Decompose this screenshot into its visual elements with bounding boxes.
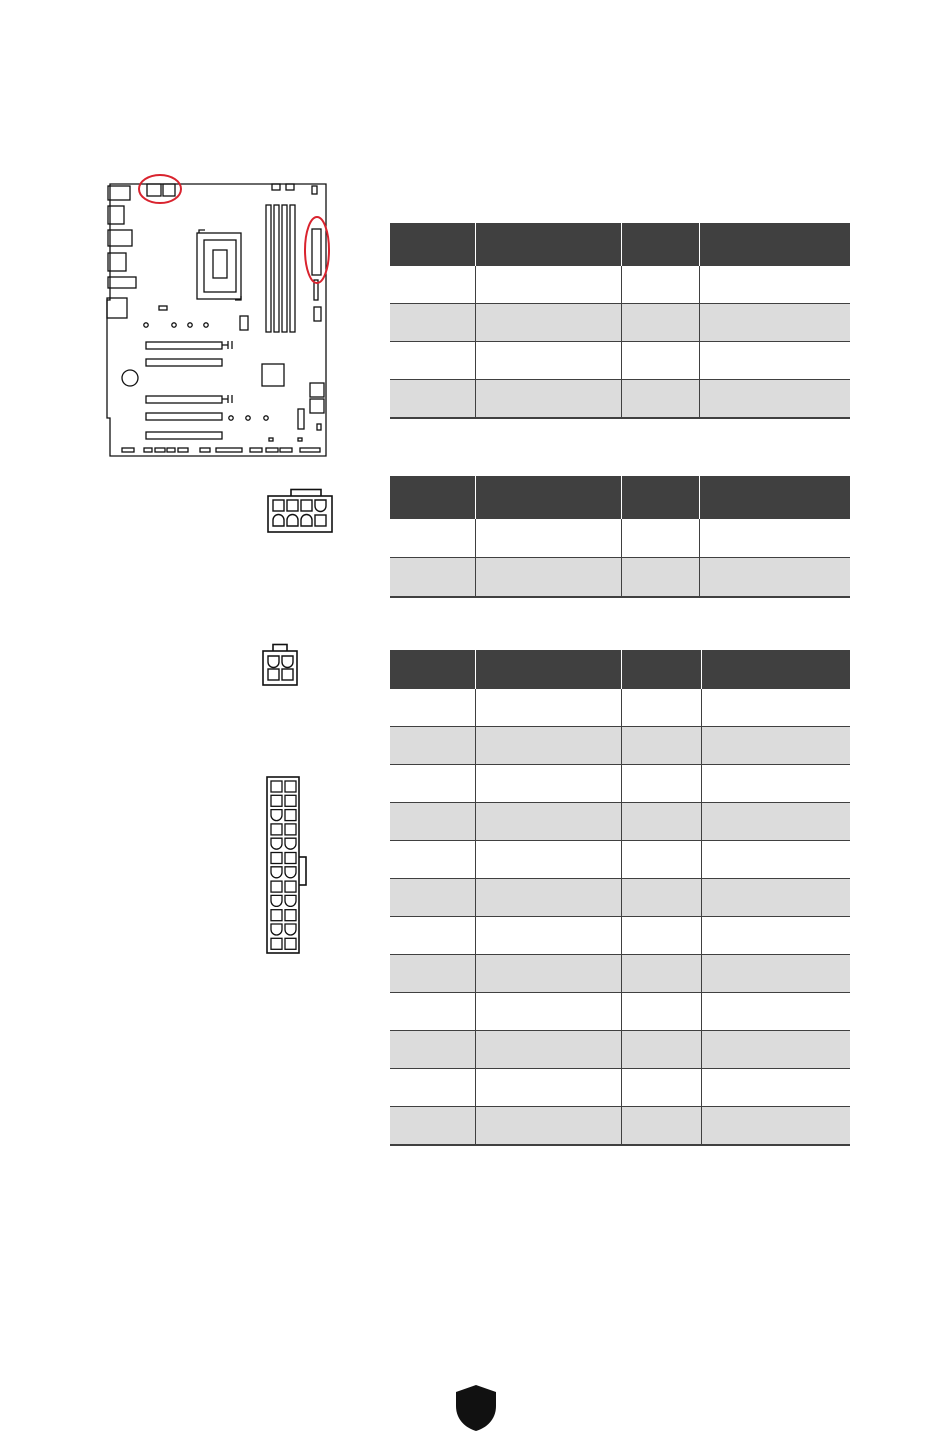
table-cell [621,380,699,419]
table-cell [621,993,701,1031]
table-cell [621,342,699,380]
table-cell [390,519,475,558]
table-cell [621,879,701,917]
table-cell [621,1069,701,1107]
table-row [390,803,850,841]
table-cell [475,879,621,917]
table-cell [475,917,621,955]
table-row [390,727,850,765]
table-cell [621,519,699,558]
table-row [390,342,850,380]
table-cell [475,689,621,727]
table-cell [390,841,475,879]
8-pin-connector-icon [266,488,334,534]
table-row [390,266,850,304]
table-header-row [390,476,850,519]
table-cell [390,380,475,419]
pinout-table-1 [390,223,850,419]
table-cell [699,380,850,419]
table-cell [701,879,850,917]
table-cell [390,993,475,1031]
table-row [390,955,850,993]
table-cell [621,266,699,304]
table-cell [475,1031,621,1069]
table-cell [475,519,621,558]
table-cell [475,803,621,841]
table-row [390,304,850,342]
table-cell [621,917,701,955]
table-header-row [390,650,850,689]
table-cell [699,304,850,342]
table-cell [701,1069,850,1107]
table-cell [475,1069,621,1107]
shield-logo-icon [455,1384,497,1432]
table-cell [621,304,699,342]
table-cell [390,955,475,993]
table-cell [475,380,621,419]
table-cell [621,765,701,803]
table-row [390,917,850,955]
table-row [390,841,850,879]
table-cell [621,727,701,765]
table-cell [701,727,850,765]
table-cell [475,727,621,765]
table-cell [701,1107,850,1146]
table-cell [390,1031,475,1069]
table-cell [390,304,475,342]
table-cell [390,689,475,727]
table-cell [621,558,699,598]
table-cell [475,955,621,993]
table-cell [390,266,475,304]
table-header-row [390,223,850,266]
table-cell [701,955,850,993]
table-cell [621,1107,701,1146]
table-cell [390,558,475,598]
motherboard-diagram [100,172,340,462]
table-cell [390,765,475,803]
table-row [390,765,850,803]
table-cell [699,519,850,558]
table-row [390,1107,850,1146]
table-cell [475,342,621,380]
table-cell [390,727,475,765]
table-cell [475,304,621,342]
table-cell [475,841,621,879]
table-cell [621,955,701,993]
pinout-table-3 [390,650,850,1146]
table-cell [701,765,850,803]
table-cell [390,917,475,955]
pinout-table-2 [390,476,850,598]
table-cell [475,993,621,1031]
table-row [390,380,850,419]
table-row [390,1031,850,1069]
table-cell [621,689,701,727]
table-cell [701,917,850,955]
table-cell [475,266,621,304]
table-cell [699,266,850,304]
table-cell [390,342,475,380]
table-cell [475,558,621,598]
table-cell [475,765,621,803]
table-row [390,1069,850,1107]
table-row [390,879,850,917]
table-cell [701,841,850,879]
table-cell [621,1031,701,1069]
table-cell [701,993,850,1031]
table-row [390,689,850,727]
table-cell [475,1107,621,1146]
table-cell [701,803,850,841]
table-cell [390,1107,475,1146]
table-cell [621,841,701,879]
24-pin-connector-icon [264,774,312,956]
table-cell [621,803,701,841]
table-cell [699,342,850,380]
table-cell [701,689,850,727]
table-cell [390,879,475,917]
table-cell [390,803,475,841]
table-cell [701,1031,850,1069]
table-row [390,519,850,558]
4-pin-connector-icon [260,643,300,687]
table-row [390,993,850,1031]
table-cell [390,1069,475,1107]
table-row [390,558,850,598]
table-cell [699,558,850,598]
